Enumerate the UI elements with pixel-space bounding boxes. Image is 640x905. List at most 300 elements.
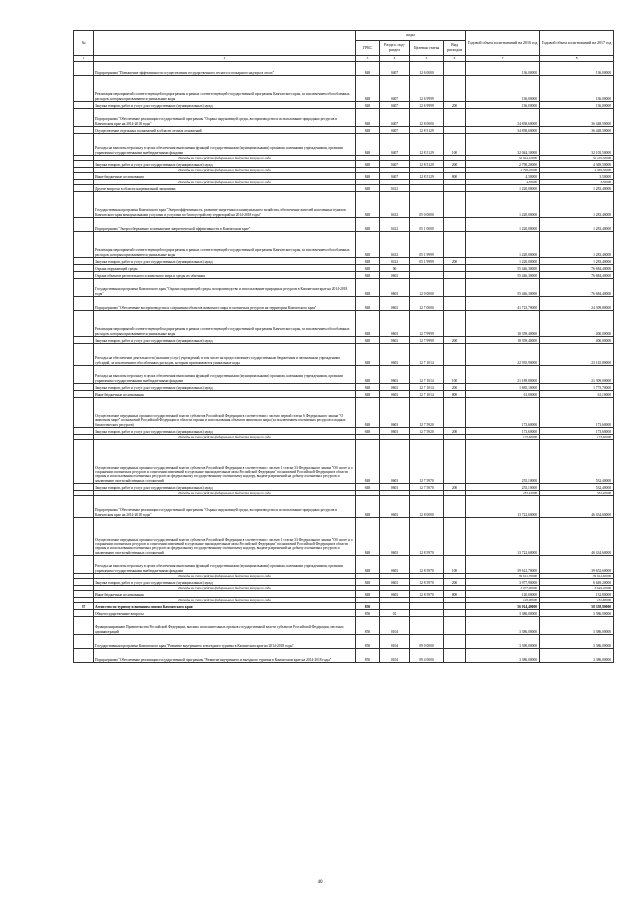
row-number [74,192,94,218]
row-expense-type [444,617,466,635]
row-amount-2017: 21 309,00000 [540,366,614,384]
row-amount-2016: 39 612,70000 [466,556,540,574]
row-amount-2016: 1 220,00000 [466,232,540,258]
row-razdel: 06 [380,265,410,272]
row-grbs: 848 [356,297,380,311]
row-grbs: 848 [356,127,380,134]
row-razdel: 0603 [380,484,410,491]
row-amount-2016: 136,00000 [466,76,540,102]
table-row [74,279,614,297]
row-number: 37 [74,603,94,610]
row-razdel: 0603 [380,579,410,586]
row-amount-2017: 58 358,80000 [540,603,614,610]
row-amount-2016: 136,00000 [466,102,540,109]
row-number [74,297,94,311]
row-name: Расходы за счет средств федерального бюджета текущего года [94,156,356,161]
row-grbs: 848 [356,109,380,127]
row-target-article: 12 7 9999 [410,311,444,337]
table-row [74,161,614,168]
row-target-article: 12 6 9999 [410,76,444,102]
row-number [74,272,94,279]
row-razdel: 0407 [380,62,410,76]
row-grbs: 848 [356,579,380,586]
row-expense-type [444,76,466,102]
row-amount-2016: 56 014,40000 [466,603,540,610]
table-row [74,265,614,272]
row-number [74,366,94,384]
row-number [74,161,94,168]
row-expense-type: 200 [444,384,466,391]
row-grbs: 848 [356,279,380,297]
row-name: Расходы за счет средств федерального бюджета текущего года [94,491,356,496]
row-amount-2017: 400,00000 [540,337,614,344]
row-name: Подпрограмма "Обеспечение реализации государственной программы "Охрана окружающей среды, воспроизводство и использование природных ресурсов в Камчатском крае на 2014-2018 годы" [94,109,356,127]
row-razdel: 0603 [380,366,410,384]
row-amount-2016: 34 838,60000 [466,109,540,127]
row-target-article: 12 7 5920 [410,428,444,435]
row-amount-2016: 3 390,00000 [466,635,540,649]
row-amount-2017: 76 684,40000 [540,272,614,279]
row-amount-2016: 255,10000 [466,440,540,484]
row-grbs: 848 [356,185,380,192]
row-name: Расходы за счет средств федерального бюджета текущего года [94,168,356,173]
row-razdel: 0104 [380,617,410,635]
table-row [74,272,614,279]
row-grbs: 850 [356,649,380,663]
row-razdel: 0603 [380,518,410,556]
header-num: № [74,31,94,56]
row-amount-2016: 173,60000 [466,435,540,440]
row-number [74,617,94,635]
row-name: Реализация мероприятий соответствующей подпрограммы в рамках соответствующей государственной программы Камчатского края, за исключением обособленных расходов, которым присваиваются уникальные коды [94,76,356,102]
row-amount-2017: 3,50000 [540,180,614,185]
row-target-article: 05 1 9999 [410,232,444,258]
row-grbs: 850 [356,610,380,617]
row-name: Государственная программа Камчатского края "Развитие внутреннего и въездного туризма в Камчатском крае на 2014-2018 годы" [94,635,356,649]
row-name: Осуществление переданных органам государственной власти субъектов Российской Федерации в соответствии с частью 1 статьи 33 Федерального закона "Об охоте и о сохранении охотничьих ресурсов и о внесении изменений в отдельные законодательные акты Российской Федерации" полномочий Российской Федерации в области охраны и использования охотничьих ресурсов по федеральному государственному охотничьему надзору, выдаче разрешений на добычу охотничьих ресурсов и заключению охотхозяйственных соглашений [94,518,356,556]
row-expense-type [444,127,466,134]
table-row [74,496,614,518]
row-amount-2016: 32 044,10000 [466,156,540,161]
row-expense-type: 200 [444,161,466,168]
row-amount-2017: 4 369,50000 [540,168,614,173]
row-number [74,76,94,102]
row-number [74,311,94,337]
row-name: Закупка товаров, работ и услуг для государственных (муниципальных) нужд [94,337,356,344]
row-name: Закупка товаров, работ и услуг для государственных (муниципальных) нужд [94,161,356,168]
row-expense-type: 200 [444,579,466,586]
row-expense-type [444,232,466,258]
row-amount-2016: 1 220,00000 [466,192,540,218]
row-number [74,384,94,391]
row-name: Иные бюджетные ассигнования [94,391,356,398]
table-row [74,102,614,109]
row-number [74,391,94,398]
row-expense-type: 200 [444,484,466,491]
row-name: Подпрограмма "Энергосбережение и повышение энергетической эффективности в Камчатском крае" [94,218,356,232]
row-razdel: 0603 [380,337,410,344]
row-amount-2016: 136,00000 [466,62,540,76]
row-amount-2017: 76 684,40000 [540,265,614,272]
row-razdel: 0603 [380,391,410,398]
row-target-article: 12 8 0000 [410,496,444,518]
table-row [74,579,614,586]
row-amount-2017: 32 105,50000 [540,134,614,156]
row-number [74,440,94,484]
row-expense-type: 100 [444,556,466,574]
row-amount-2016: 18 359,40000 [466,337,540,344]
row-grbs: 848 [356,265,380,272]
row-name: Другие вопросы в области национальной экономики [94,185,356,192]
row-amount-2016: 255,10000 [466,491,540,496]
row-grbs: 848 [356,366,380,384]
row-amount-2016: 173,60000 [466,398,540,428]
row-name: Агентство по туризму и внешним связям Камчатского края [94,603,356,610]
row-razdel: 0104 [380,649,410,663]
row-target-article: 12 7 5920 [410,398,444,428]
row-name: Закупка товаров, работ и услуг для государственных (муниципальных) нужд [94,428,356,435]
row-name: Расходы за счет средств федерального бюджета текущего года [94,574,356,579]
row-razdel: 0412 [380,232,410,258]
row-number [74,579,94,586]
row-name: Закупка товаров, работ и услуг для государственных (муниципальных) нужд [94,484,356,491]
table-row [74,591,614,598]
row-amount-2017: 532,40000 [540,440,614,484]
row-grbs: 848 [356,62,380,76]
row-expense-type [444,192,466,218]
row-name: Подпрограмма "Повышение эффективности осуществления государственного лесного и пожарного надзора в лесах" [94,62,356,76]
row-grbs: 848 [356,440,380,484]
row-grbs: 848 [356,518,380,556]
row-amount-2017: 6 649,20000 [540,579,614,586]
row-grbs: 850 [356,617,380,635]
row-amount-2017: 1 775,70000 [540,384,614,391]
row-target-article: 12 7 5970 [410,484,444,491]
row-amount-2016: 61,00000 [466,391,540,398]
row-number [74,232,94,258]
row-amount-2017: 132,80000 [540,591,614,598]
row-razdel: 0407 [380,173,410,180]
row-razdel: 0603 [380,279,410,297]
row-number [74,428,94,435]
row-amount-2016: 13 722,60000 [466,518,540,556]
row-grbs: 848 [356,272,380,279]
row-number [74,279,94,297]
row-number [74,610,94,617]
row-expense-type [444,218,466,232]
row-target-article: 12 8 5129 [410,134,444,156]
row-name: Охрана объектов растительного и животного мира и среды их обитания [94,272,356,279]
row-target-article [410,185,444,192]
row-grbs: 848 [356,496,380,518]
table-row [74,428,614,435]
row-razdel: 0603 [380,440,410,484]
row-name: Иные бюджетные ассигнования [94,173,356,180]
table-body [74,62,614,663]
row-amount-2017: 532,40000 [540,491,614,496]
row-name: Закупка товаров, работ и услуг для государственных (муниципальных) нужд [94,384,356,391]
row-number [74,134,94,156]
row-expense-type [444,265,466,272]
row-amount-2016: 22 935,90000 [466,344,540,366]
row-name: Закупка товаров, работ и услуг для государственных (муниципальных) нужд [94,579,356,586]
row-name: Охрана окружающей среды [94,265,356,272]
row-target-article: 12 7 1014 [410,366,444,384]
row-amount-2016: 2 790,20000 [466,161,540,168]
row-razdel: 0603 [380,384,410,391]
table-row [74,258,614,265]
column-number: 4 [380,56,410,62]
row-expense-type: 800 [444,391,466,398]
table-row [74,649,614,663]
row-grbs: 848 [356,344,380,366]
row-number [74,173,94,180]
row-grbs: 848 [356,398,380,428]
row-amount-2017: 1 283,40000 [540,185,614,192]
row-target-article: 12 8 5129 [410,173,444,180]
row-name: Расходы на выплаты персоналу в целях обеспечения выполнения функций государственными (муниципальными) органами, казенными учреждениями, органами управления государственными внебюджетными фондами [94,366,356,384]
row-expense-type [444,311,466,337]
header-codes-group: коды [356,31,466,41]
row-name: Иные бюджетные ассигнования [94,591,356,598]
table-row [74,391,614,398]
table-row [74,617,614,635]
column-number: 3 [356,56,380,62]
row-amount-2017: 24 309,80000 [540,297,614,311]
row-amount-2017: 76 684,40000 [540,279,614,297]
row-target-article: 12 8 5129 [410,127,444,134]
row-name: Подпрограмма "Обеспечение реализации государственной программы "Развитие внутреннего и въездного туризма в Камчатском крае на 2014-2018 годы" [94,649,356,663]
table-row [74,484,614,491]
budget-table-container [73,30,613,663]
table-row [74,337,614,344]
row-target-article: 12 0 0000 [410,279,444,297]
row-amount-2016: 1 220,00000 [466,185,540,192]
row-amount-2017: 3 386,00000 [540,635,614,649]
row-name: Расходы за счет средств федерального бюджета текущего года [94,180,356,185]
row-amount-2017: 46 434,60000 [540,496,614,518]
row-razdel: 0412 [380,258,410,265]
row-amount-2016: 4,30000 [466,180,540,185]
row-amount-2017: 32 105,50000 [540,156,614,161]
row-razdel: 0412 [380,185,410,192]
row-grbs: 848 [356,258,380,265]
row-grbs: 848 [356,173,380,180]
row-amount-2016: 255,10000 [466,484,540,491]
table-row [74,518,614,556]
table-row [74,134,614,156]
table-row [74,109,614,127]
row-amount-2017: 3 386,00000 [540,610,614,617]
row-grbs: 850 [356,635,380,649]
table-row [74,76,614,102]
row-expense-type: 200 [444,428,466,435]
row-expense-type [444,440,466,484]
row-amount-2017: 3,50000 [540,173,614,180]
row-target-article: 05 1 0000 [410,218,444,232]
row-name: Общегосударственные вопросы [94,610,356,617]
row-expense-type [444,344,466,366]
header-cst: Целевая статья [410,41,444,56]
row-target-article [410,610,444,617]
row-target-article [410,603,444,610]
row-grbs: 848 [356,337,380,344]
row-target-article: 12 8 5970 [410,556,444,574]
row-amount-2017: 39 652,60000 [540,556,614,574]
row-number [74,102,94,109]
row-expense-type [444,279,466,297]
row-expense-type [444,610,466,617]
row-amount-2017: 3 386,00000 [540,617,614,635]
row-razdel: 0603 [380,556,410,574]
row-name: Осуществление переданных органам государственной власти субъектов Российской Федерации в соответствии с частью 1 статьи 33 Федерального закона "Об охоте и о сохранении охотничьих ресурсов и о внесении изменений в отдельные законодательные акты Российской Федерации" полномочий Российской Федерации в области охраны и использования охотничьих ресурсов по федеральному государственному охотничьему надзору, выдаче разрешений на добычу охотничьих ресурсов и заключению охотхозяйственных соглашений [94,440,356,484]
row-target-article: 05 0 0000 [410,192,444,218]
row-grbs: 848 [356,76,380,102]
row-amount-2017: 3 386,00000 [540,649,614,663]
row-number [74,258,94,265]
row-amount-2016: 55 446,30000 [466,279,540,297]
row-grbs: 848 [356,218,380,232]
header-2017: Годовой объем ассигнований на 2017 год [540,31,614,56]
table-row [74,384,614,391]
row-expense-type [444,635,466,649]
row-expense-type [444,62,466,76]
row-amount-2017: 532,40000 [540,484,614,491]
row-expense-type [444,297,466,311]
row-amount-2017: 61,10000 [540,391,614,398]
row-amount-2016: 41 723,70000 [466,297,540,311]
row-target-article: 12 8 5129 [410,161,444,168]
row-razdel: 0407 [380,134,410,156]
row-amount-2017: 4 369,50000 [540,161,614,168]
row-expense-type: 800 [444,591,466,598]
header-name [94,31,356,56]
row-name: Расходы на выплаты персоналу в целях обеспечения выполнения функций государственными (муниципальными) органами, казенными учреждениями, органами управления государственными внебюджетными фондами [94,556,356,574]
row-expense-type [444,603,466,610]
row-number [74,591,94,598]
row-grbs: 848 [356,134,380,156]
table-row [74,127,614,134]
row-target-article: 12 8 0000 [410,109,444,127]
row-target-article: 12 8 5970 [410,518,444,556]
column-number: 2 [94,56,356,62]
row-amount-2016: 3 977,90000 [466,579,540,586]
row-amount-2017: 46 434,60000 [540,518,614,556]
row-amount-2017: 136,00000 [540,102,614,109]
row-expense-type: 800 [444,173,466,180]
row-number [74,649,94,663]
row-grbs: 848 [356,591,380,598]
row-expense-type [444,518,466,556]
row-number [74,344,94,366]
table-row [74,297,614,311]
row-amount-2016: 1 685,10000 [466,384,540,391]
row-name: Подпрограмма "Обеспечение реализации государственной программы "Охрана окружающей среды, воспроизводство и использование природных ресурсов в Камчатском крае на 2014-2018 годы" [94,496,356,518]
row-amount-2016: 55 446,30000 [466,265,540,272]
row-number [74,265,94,272]
row-name: Реализация мероприятий соответствующей подпрограммы в рамках соответствующей государственной программы Камчатского края, за исключением обособленных расходов, которым присваиваются уникальные коды [94,232,356,258]
row-target-article: 12 6 9999 [410,102,444,109]
row-expense-type [444,496,466,518]
row-razdel: 0104 [380,635,410,649]
row-target-article: 05 1 9999 [410,258,444,265]
row-amount-2017: 173,60000 [540,398,614,428]
column-number: 1 [74,56,94,62]
row-amount-2017: 6 649,20000 [540,586,614,591]
row-amount-2016: 3 977,90000 [466,586,540,591]
column-number: 6 [444,56,466,62]
row-expense-type [444,398,466,428]
header-2016: Годовой объем ассигнований на 2016 год [466,31,540,56]
row-amount-2017: 1 283,40000 [540,192,614,218]
row-target-article: 12 7 5970 [410,440,444,484]
row-amount-2016: 3 386,00000 [466,617,540,635]
row-grbs: 848 [356,391,380,398]
row-amount-2017: 136,00000 [540,76,614,102]
row-razdel: 0407 [380,127,410,134]
row-target-article: 12 6 0000 [410,62,444,76]
row-amount-2016: 39 612,70000 [466,574,540,579]
row-razdel: 01 [380,610,410,617]
table-row [74,440,614,484]
row-name: Осуществление переданных органам государственной власти субъектов Российской Федерации в соответствии с частью первой статьи 6 Федерального закона "О животном мире" полномочий Российской Федерации в области охраны и использования объектов животного мира (за исключением охотничьих ресурсов и водных биологических ресурсов) [94,398,356,428]
row-name: Реализация мероприятий соответствующей подпрограммы в рамках соответствующей государственной программы Камчатского края, за исключением обособленных расходов, которым присваиваются уникальные коды [94,311,356,337]
table-row [74,173,614,180]
row-amount-2016: 21 189,80000 [466,366,540,384]
table-row [74,556,614,574]
table-row [74,232,614,258]
row-number [74,518,94,556]
row-amount-2016: 18 359,40000 [466,311,540,337]
row-amount-2016: 13 722,60000 [466,496,540,518]
row-razdel: 0603 [380,297,410,311]
table-header [74,31,614,62]
row-name: Расходы на выплаты персоналу в целях обеспечения выполнения функций государственными (муниципальными) органами, казенными учреждениями, органами управления государственными внебюджетными фондами [94,134,356,156]
row-target-article: 12 7 0000 [410,297,444,311]
row-razdel: 0603 [380,398,410,428]
row-target-article: 12 8 5970 [410,579,444,586]
row-expense-type: 100 [444,366,466,384]
column-number: 5 [410,56,444,62]
row-target-article: 12 7 1014 [410,344,444,366]
row-amount-2016: 2 790,20000 [466,168,540,173]
row-name: Государственная программа Камчатского края "Охрана окружающей среды, воспроизводство и использование природных ресурсов в Камчатском крае на 2014-2018 годы" [94,279,356,297]
table-row [74,218,614,232]
row-amount-2017: 173,60000 [540,428,614,435]
row-razdel: 0603 [380,496,410,518]
row-razdel: 0603 [380,311,410,337]
row-amount-2017: 1 283,40000 [540,232,614,258]
row-razdel [380,603,410,610]
row-razdel: 0603 [380,344,410,366]
row-razdel: 0603 [380,272,410,279]
row-name: Функционирование Правительства Российской Федерации, высших исполнительных органов государственной власти субъектов Российской Федерации, местных администраций [94,617,356,635]
row-name: Закупка товаров, работ и услуг для государственных (муниципальных) нужд [94,102,356,109]
row-grbs: 850 [356,603,380,610]
row-target-article: 09 0 0000 [410,635,444,649]
table-row [74,62,614,76]
row-amount-2017: 39 612,60000 [540,574,614,579]
row-grbs: 848 [356,384,380,391]
table-row [74,603,614,610]
row-number [74,496,94,518]
row-target-article [410,617,444,635]
row-amount-2016: 34 838,60000 [466,127,540,134]
row-amount-2017: 1 283,40000 [540,218,614,232]
header-razdel: Раздел, под-раздел [380,41,410,56]
row-target-article: 12 7 1014 [410,384,444,391]
row-target-article: 12 8 5970 [410,591,444,598]
